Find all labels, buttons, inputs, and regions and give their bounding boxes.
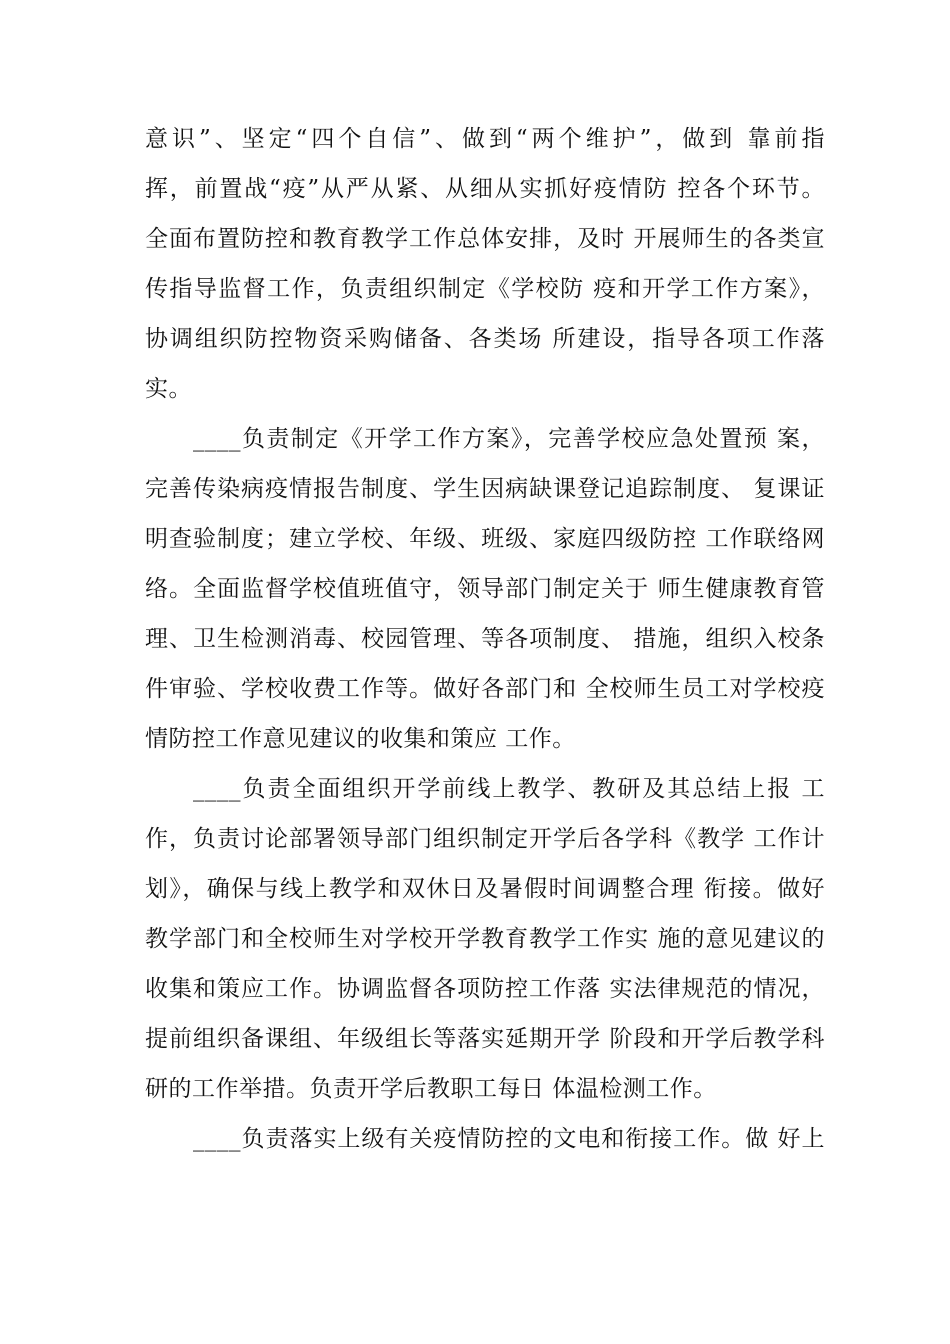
text-line: 情防控工作意见建议的收集和策应 工作。 bbox=[145, 726, 576, 752]
text-line: 挥，前置战“疫”从严从紧、从细从实抓好疫情防 控各个环节。 bbox=[145, 176, 825, 202]
text-line: 意识”、坚定“四个自信”、做到“两个维护”，做到 靠前指 bbox=[145, 126, 825, 152]
text-line: 完善传染病疫情报告制度、学生因病缺课登记追踪制度、 复课证 bbox=[145, 476, 825, 502]
text-line: 络。全面监督学校值班值守，领导部门制定关于 师生健康教育管 bbox=[145, 576, 825, 602]
text-line: 件审验、学校收费工作等。做好各部门和 全校师生员工对学校疫 bbox=[145, 676, 825, 702]
text-line: 划》，确保与线上教学和双休日及暑假时间调整合理 衔接。做好 bbox=[145, 876, 825, 902]
text-line: 传指导监督工作，负责组织制定《学校防 疫和开学工作方案》， bbox=[145, 276, 825, 302]
text-line: 作，负责讨论部署领导部门组织制定开学后各学科《教学 工作计 bbox=[145, 826, 825, 852]
text-line: 研的工作举措。负责开学后教职工每日 体温检测工作。 bbox=[145, 1076, 717, 1102]
paragraph-first-line: ____负责全面组织开学前线上教学、教研及其总结上报 工 bbox=[193, 776, 825, 802]
text-line: 全面布置防控和教育教学工作总体安排，及时 开展师生的各类宣 bbox=[145, 226, 825, 252]
text-line: 理、卫生检测消毒、校园管理、等各项制度、 措施，组织入校条 bbox=[145, 626, 825, 652]
paragraph-first-line: ____负责制定《开学工作方案》，完善学校应急处置预 案， bbox=[193, 426, 825, 452]
paragraph-first-line: ____负责落实上级有关疫情防控的文电和衔接工作。做 好上 bbox=[193, 1126, 825, 1152]
text-line: 收集和策应工作。协调监督各项防控工作落 实法律规范的情况， bbox=[145, 976, 825, 1002]
text-line: 教学部门和全校师生对学校开学教育教学工作实 施的意见建议的 bbox=[145, 926, 825, 952]
text-line: 明查验制度；建立学校、年级、班级、家庭四级防控 工作联络网 bbox=[145, 526, 825, 552]
text-line: 实。 bbox=[145, 376, 192, 402]
text-line: 提前组织备课组、年级组长等落实延期开学 阶段和开学后教学科 bbox=[145, 1026, 825, 1052]
text-line: 协调组织防控物资采购储备、各类场 所建设，指导各项工作落 bbox=[145, 326, 825, 352]
